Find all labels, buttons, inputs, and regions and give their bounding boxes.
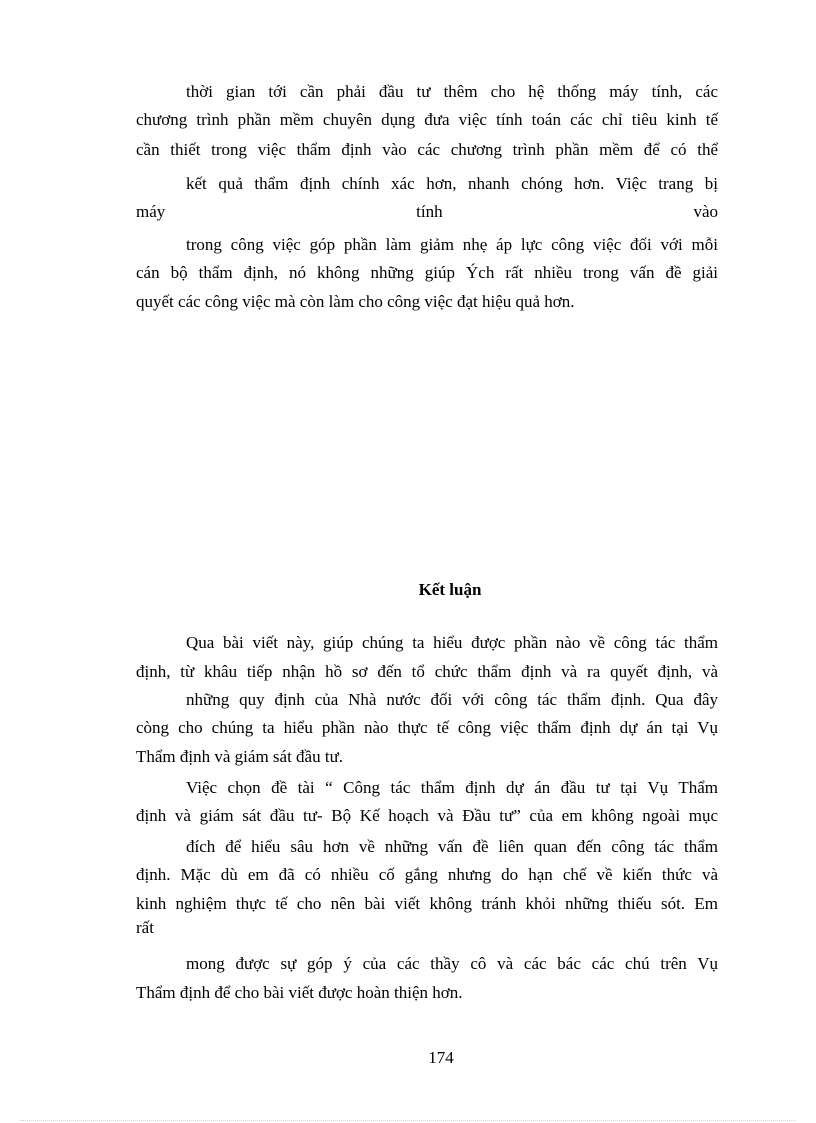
spread-word: vào [693,202,718,221]
paragraph-line: định. Mặc dù em đã có nhiều cố gắng nhưng do hạn chế về kiến thức và [136,865,718,884]
spread-line [136,200,718,224]
paragraph-line: định và giám sát đầu tư- Bộ Kế hoạch và Đầu tư” của em không ngoài mục [136,806,718,825]
spread-word: máy [136,202,166,221]
paragraph-line: rất [136,918,154,937]
paragraph-line: mong được sự góp ý của các thầy cô và các bác các chú trên Vụ [186,954,718,973]
section-title: Kết luận [418,580,482,599]
paragraph-line: Thẩm định và giám sát đầu tư. [136,747,344,766]
paragraph-line: định, từ khâu tiếp nhận hồ sơ đến tổ chức thẩm định và ra quyết định, và [136,662,718,681]
paragraph-line: Qua bài viết này, giúp chúng ta hiểu được phần nào về công tác thẩm [186,633,718,652]
paragraph-line: chương trình phần mềm chuyên dụng đưa việc tính toán các chỉ tiêu kinh tế [136,110,718,129]
paragraph-line: trong công việc góp phần làm giảm nhẹ áp lực công việc đối với mỗi [186,235,718,254]
paragraph-line: cán bộ thẩm định, nó không những giúp Ých rất nhiều trong vấn đề giải [136,263,718,282]
paragraph-line: kết quả thẩm định chính xác hơn, nhanh chóng hơn. Việc trang bị [186,174,718,193]
spread-word: tính [416,202,443,221]
page-number: 174 [428,1048,454,1067]
page-bottom-divider [20,1120,796,1121]
paragraph-line: Thẩm định để cho bài viết được hoàn thiện hơn. [136,983,463,1002]
paragraph-line: cần thiết trong việc thẩm định vào các chương trình phần mềm để có thể [136,140,718,159]
paragraph-line: Việc chọn đề tài “ Công tác thẩm định dự án đầu tư tại Vụ Thẩm [186,778,718,797]
paragraph-line: quyết các công việc mà còn làm cho công việc đạt hiệu quả hơn. [136,292,575,311]
paragraph-line: thời gian tới cần phải đầu tư thêm cho hệ thống máy tính, các [186,82,718,101]
paragraph-line: còng cho chúng ta hiểu phần nào thực tế công việc thẩm định dự án tại Vụ [136,718,718,737]
paragraph-line: những quy định của Nhà nước đối với công tác thẩm định. Qua đây [186,690,718,709]
paragraph-line: đích để hiểu sâu hơn về những vấn đề liên quan đến công tác thẩm [186,837,718,856]
paragraph-line: kinh nghiệm thực tế cho nên bài viết không tránh khỏi những thiếu sót. Em [136,894,718,913]
